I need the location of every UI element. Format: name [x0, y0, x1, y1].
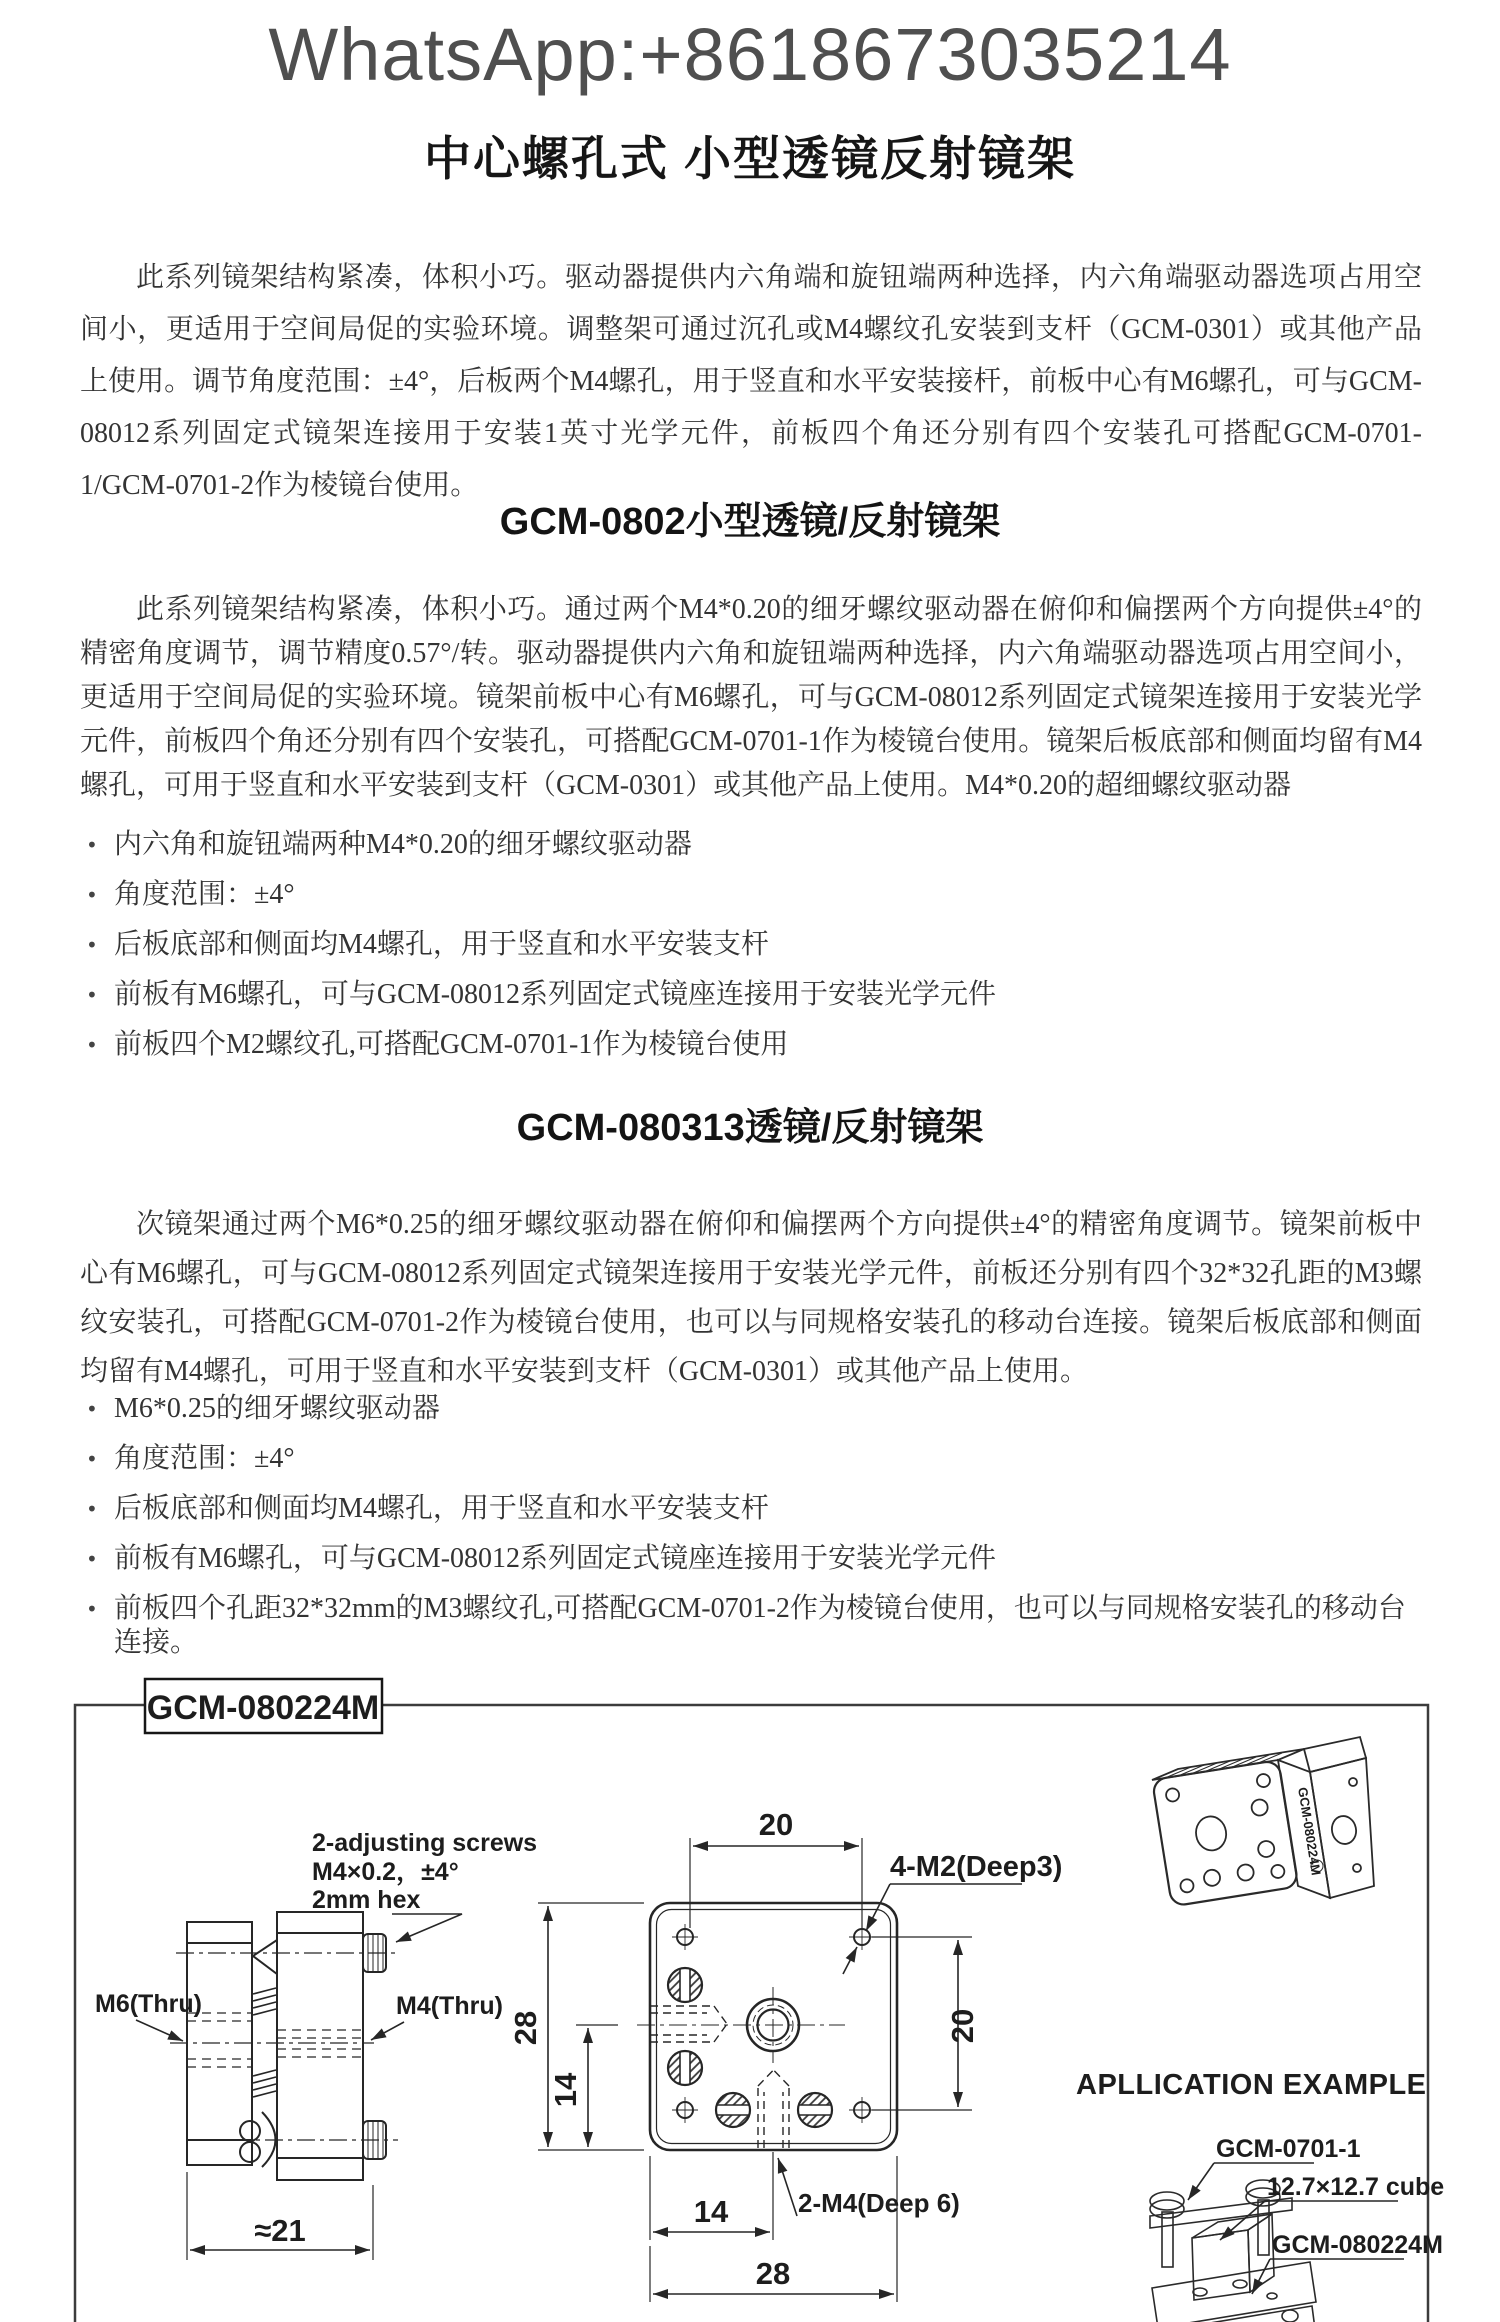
list-item	[86, 1392, 1426, 1426]
technical-drawing	[0, 1660, 1500, 2322]
list-item	[86, 1442, 1426, 1476]
m6-thru-leader	[136, 2020, 183, 2041]
section-heading-gcm-080313: GCM-080313透镜/反射镜架	[516, 1107, 984, 1149]
left-adjusting-screw-holes	[668, 1968, 702, 2085]
list-item-text: 后板底部和侧面均M4螺孔，用于竖直和水平安装支杆	[114, 929, 769, 960]
corner-holes-leader	[843, 1884, 1022, 1974]
adjusting-screws-note	[312, 1829, 537, 1942]
page-title: 中心螺孔式 小型透镜反射镜架	[423, 132, 1077, 185]
front-view-dimensions	[538, 1838, 972, 2302]
bullet-dot: •	[86, 1397, 98, 1421]
bullet-dot: •	[86, 1033, 98, 1057]
front-view-drawing	[637, 1903, 897, 2150]
intro-paragraph: 此系列镜架结构紧凑，体积小巧。驱动器提供内六角端和旋钮端两种选择，内六角端驱动器选项占用空间小，更适用于空间局促的实验环境。调整架可通过沉孔或M4螺纹孔安装到支杆（GCM-0301）或其他产品上使用。调节角度范围：±4°，后板两个M4螺孔，用于竖直和水平安装接杆，前板中心有M6螺孔，可与GCM-08012系列固定式镜架连接用于安装1英寸光学元件，前板四个角还分别有四个安装孔可搭配GCM-0701-1/GCM-0701-2作为棱镜台使用。	[80, 262, 1422, 501]
list-item-text: 前板四个孔距32*32mm的M3螺纹孔,可搭配GCM-0701-2作为棱镜台使用，也可以与同规格安装孔的移动台连接。	[114, 1593, 1406, 1658]
iso-edge-text: GCM-080224M	[1295, 1786, 1324, 1877]
list-item-text: 角度范围：±4°	[114, 1443, 295, 1474]
m6-thru-label: M6(Thru)	[95, 1990, 202, 2018]
list-item	[86, 928, 1426, 962]
m4-thru-leader	[371, 2022, 404, 2040]
bottom-holes-label: 2-M4(Deep 6)	[798, 2188, 960, 2218]
dim-left-14: 14	[548, 2072, 583, 2108]
list-item-text: 角度范围：±4°	[114, 879, 295, 910]
clamp-label: GCM-0701-1	[1216, 2135, 1361, 2163]
list-item	[86, 828, 1426, 862]
model-label-box	[145, 1679, 382, 1733]
bottom-adjusting-screw-holes	[716, 2093, 832, 2127]
screw-note-line2: M4×0.2，±4°	[312, 1858, 459, 1886]
bullet-dot: •	[86, 1497, 98, 1521]
feature-list-gcm-080313	[86, 1392, 1426, 1676]
list-item	[86, 1492, 1426, 1526]
m4-thru-label: M4(Thru)	[396, 1992, 503, 2020]
bullet-dot: •	[86, 883, 98, 907]
screw-note-line1: 2-adjusting screws	[312, 1829, 538, 1857]
list-item	[86, 1028, 1426, 1062]
list-item-text: 后板底部和侧面均M4螺孔，用于竖直和水平安装支杆	[114, 1493, 769, 1524]
bullet-dot: •	[86, 1597, 98, 1621]
dim-right-20: 20	[945, 2008, 980, 2044]
list-item	[86, 1542, 1426, 1576]
dim-left-28: 28	[508, 2010, 543, 2046]
list-item-text: 前板四个M2螺纹孔,可搭配GCM-0701-1作为棱镜台使用	[114, 1029, 789, 1060]
bullet-dot: •	[86, 833, 98, 857]
list-item	[86, 1592, 1426, 1660]
bullet-dot: •	[86, 1547, 98, 1571]
bottom-holes-leader	[778, 2158, 797, 2216]
dim-bottom-28: 28	[755, 2256, 791, 2291]
list-item-text: M6*0.25的细牙螺纹驱动器	[114, 1393, 440, 1424]
mount-label: GCM-080224M	[1272, 2231, 1443, 2259]
section-body-gcm-0802: 此系列镜架结构紧凑，体积小巧。通过两个M4*0.20的细牙螺纹驱动器在俯仰和偏摆两个方向提供±4°的精密角度调节，调节精度0.57°/转。驱动器提供内六角和旋钮端两种选择，内六角端驱动器选项占用空间小，更适用于空间局促的实验环境。镜架前板中心有M6螺孔，可与GCM-08012系列固定式镜架连接用于安装光学元件，前板四个角还分别有四个安装孔，可搭配GCM-0701-1作为棱镜台使用。镜架后板底部和侧面均留有M4螺孔，可用于竖直和水平安装到支杆（GCM-0301）或其他产品上使用。M4*0.20的超细螺纹驱动器	[80, 594, 1422, 801]
bullet-dot: •	[86, 933, 98, 957]
list-item-text: 前板有M6螺孔，可与GCM-08012系列固定式镜座连接用于安装光学元件	[114, 979, 997, 1010]
section-body-gcm-080313: 次镜架通过两个M6*0.25的细牙螺纹驱动器在俯仰和偏摆两个方向提供±4°的精密角度调节。镜架前板中心有M6螺孔，可与GCM-08012系列固定式镜架连接用于安装光学元件，前板还分别有四个32*32孔距的M3螺纹安装孔，可搭配GCM-0701-2作为棱镜台使用，也可以与同规格安装孔的移动台连接。镜架后板底部和侧面均留有M4螺孔，可用于竖直和水平安装到支杆（GCM-0301）或其他产品上使用。	[80, 1209, 1422, 1387]
mount-label-leader	[1252, 2259, 1404, 2294]
isometric-view-drawing	[1152, 1737, 1374, 1906]
list-item	[86, 978, 1426, 1012]
section-heading-gcm-0802: GCM-0802小型透镜/反射镜架	[499, 501, 1001, 543]
corner-holes-label: 4-M2(Deep3)	[890, 1851, 1063, 1883]
list-item-text: 内六角和旋钮端两种M4*0.20的细牙螺纹驱动器	[114, 829, 692, 860]
whatsapp-contact: WhatsApp:+8618673035214	[268, 13, 1232, 96]
dim-top-20: 20	[758, 1807, 794, 1842]
screw-note-line3: 2mm hex	[312, 1886, 421, 1914]
application-example-title: APLLICATION EXAMPLE	[1076, 2069, 1427, 2101]
dim-bottom-14: 14	[693, 2194, 729, 2229]
feature-list-gcm-0802	[86, 828, 1426, 1078]
model-label-text: GCM-080224M	[146, 1689, 380, 1727]
bullet-dot: •	[86, 1447, 98, 1471]
bullet-dot: •	[86, 983, 98, 1007]
cube-label: 12.7×12.7 cube	[1267, 2173, 1445, 2201]
list-item-text: 前板有M6螺孔，可与GCM-08012系列固定式镜座连接用于安装光学元件	[114, 1543, 997, 1574]
dim-width-21-text: ≈21	[254, 2213, 306, 2248]
list-item	[86, 878, 1426, 912]
side-view-drawing	[170, 1912, 398, 2180]
